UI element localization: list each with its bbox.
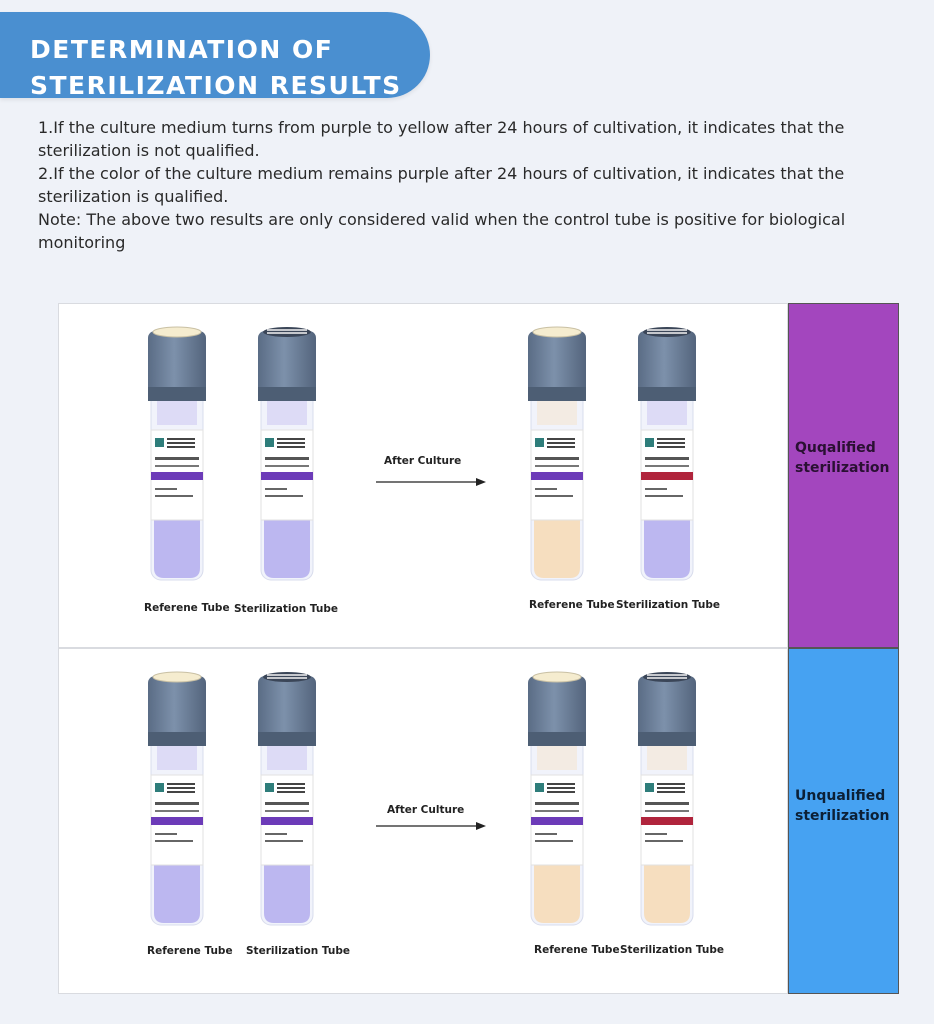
reference-tube-label: Referene Tube xyxy=(147,945,233,957)
note-line: Note: The above two results are only considered valid when the control tube is positive for biological xyxy=(38,210,846,229)
instruction-line: sterilization is qualified. xyxy=(38,187,229,206)
after-culture-label: After Culture xyxy=(384,455,462,467)
tube-graphic xyxy=(255,325,319,585)
tube-graphic xyxy=(525,670,589,930)
qualified-status-label: Quqalified sterilization xyxy=(795,440,890,476)
tube-graphic xyxy=(525,325,589,585)
tube-graphic xyxy=(255,670,319,930)
sterilization-tube-before xyxy=(255,670,319,930)
reference-tube-after xyxy=(525,325,589,585)
arrow-right-icon xyxy=(376,821,486,831)
note-line: monitoring xyxy=(38,233,126,252)
reference-tube-before xyxy=(145,325,209,585)
sterilization-tube-label: Sterilization Tube xyxy=(620,944,724,956)
reference-tube-label: Referene Tube xyxy=(529,599,615,611)
unqualified-status-box xyxy=(788,648,899,994)
sterilization-tube-after xyxy=(635,670,699,930)
reference-tube-label: Referene Tube xyxy=(144,602,230,614)
sterilization-tube-label: Sterilization Tube xyxy=(246,945,350,957)
instruction-line: 2.If the color of the culture medium remains purple after 24 hours of cultivation, it indicates that the xyxy=(38,164,845,183)
reference-tube-label: Referene Tube xyxy=(534,944,620,956)
sterilization-tube-before xyxy=(255,325,319,585)
reference-tube-after xyxy=(525,670,589,930)
tube-graphic xyxy=(635,325,699,585)
page-title xyxy=(30,32,402,104)
arrow-right-icon xyxy=(376,477,486,487)
instruction-line: 1.If the culture medium turns from purple to yellow after 24 hours of cultivation, it indicates that the xyxy=(38,118,845,137)
qualified-status-box xyxy=(788,303,899,648)
instruction-line: sterilization is not qualified. xyxy=(38,141,260,160)
tube-graphic xyxy=(145,325,209,585)
title-line-1: DETERMINATION OF xyxy=(30,35,334,64)
sterilization-tube-label: Sterilization Tube xyxy=(234,603,338,615)
reference-tube-before xyxy=(145,670,209,930)
sterilization-tube-after xyxy=(635,325,699,585)
tube-graphic xyxy=(635,670,699,930)
title-line-2: STERILIZATION RESULTS xyxy=(30,71,402,100)
sterilization-tube-label: Sterilization Tube xyxy=(616,599,720,611)
after-culture-label: After Culture xyxy=(387,804,465,816)
unqualified-status-label: Unqualified sterilization xyxy=(795,788,890,824)
tube-graphic xyxy=(145,670,209,930)
section-header xyxy=(0,12,430,98)
instructions-text xyxy=(38,116,898,254)
